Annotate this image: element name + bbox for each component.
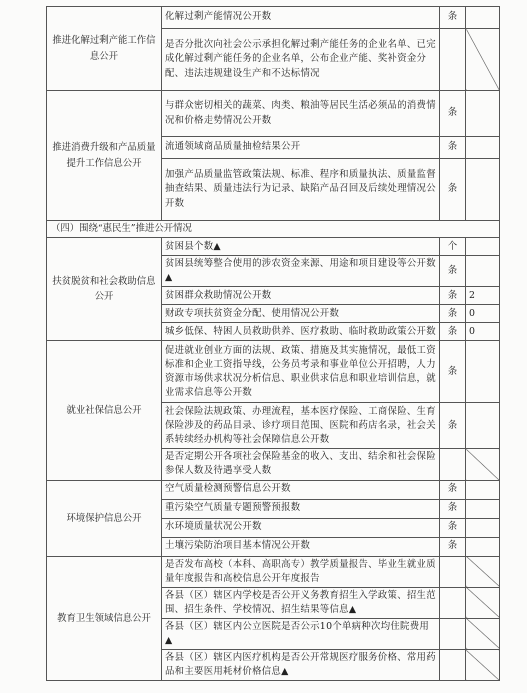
unit-cell [440,29,466,91]
item-cell: 各县（区）辖区内医疗机构是否公开常规医疗服务价格、常用药品和主要医用耗材价格信息▲ [162,650,440,681]
unit-cell: 条 [440,341,466,403]
diagonal-cell [466,449,500,480]
unit-cell [440,587,466,618]
item-cell: 促进就业创业方面的法规、政策、措施及其实施情况，最低工资标准和企业工资指导线，公务员考录和事业单位公开招聘，人力资源市场供求状况分析信息、职业供求信息和职业培训信息，就业需求信息等公开数 [162,341,440,403]
value-cell [466,91,500,137]
value-cell [466,499,500,518]
diagonal-cell [466,29,500,91]
item-cell: 是否分批次向社会公示承担化解过剩产能任务的企业名单、已完成化解过剩产能任务的企业名单，公布企业产能、奖补资金分配、违法违规建设生产和不达标情况 [162,29,440,91]
table-row [47,480,500,499]
section-row [47,221,500,238]
unit-cell: 条 [440,159,466,221]
value-cell [466,7,500,29]
value-cell [466,238,500,256]
item-cell: 社会保险法规政策、办理流程，基本医疗保险、工商保险、生育保险涉及的药品目录、诊疗项目范围、医院和药店名录，社会关系转续经办机构等社会保障信息公开数 [162,403,440,449]
table-row [47,238,500,256]
item-cell: 重污染空气质量专题预警预报数 [162,499,440,518]
value-cell [466,518,500,537]
unit-cell: 条 [440,537,466,556]
unit-cell: 条 [440,305,466,323]
unit-cell [440,618,466,649]
category-cell: 扶贫脱贫和社会救助信息公开 [47,238,162,341]
unit-cell [440,449,466,480]
unit-cell: 条 [440,256,466,287]
item-cell: 贫困县个数▲ [162,238,440,256]
unit-cell: 条 [440,137,466,159]
table-row [47,556,500,587]
unit-cell: 条 [440,91,466,137]
unit-cell [440,650,466,681]
section-title: （四）围绕“惠民生”推进公开情况 [47,221,500,238]
unit-cell [440,556,466,587]
value-cell [466,341,500,403]
value-cell [466,480,500,499]
table-row [47,91,500,137]
unit-cell: 条 [440,7,466,29]
unit-cell: 条 [440,518,466,537]
unit-cell: 条 [440,287,466,305]
value-cell [466,403,500,449]
unit-cell: 条 [440,323,466,341]
value-cell: 0 [466,323,500,341]
category-cell: 推进消费升级和产品质量提升工作信息公开 [47,91,162,221]
item-cell: 是否定期公开各项社会保险基金的收入、支出、结余和社会保险参保人数及待遇享受人数 [162,449,440,480]
category-cell: 教育卫生领域信息公开 [47,556,162,681]
item-cell: 是否发布高校（本科、高职高专）教学质量报告、毕业生就业质量年度报告和高校信息公开年度报告 [162,556,440,587]
category-cell: 推进化解过剩产能工作信息公开 [47,7,162,91]
table-row [47,7,500,29]
diagonal-cell [466,650,500,681]
unit-cell: 个 [440,238,466,256]
value-cell: 0 [466,305,500,323]
item-cell: 贫困县统筹整合使用的涉农资金来源、用途和项目建设等公开数▲ [162,256,440,287]
item-cell: 贫困群众救助情况公开数 [162,287,440,305]
unit-cell: 条 [440,499,466,518]
item-cell: 财政专项扶贫资金分配、使用情况公开数 [162,305,440,323]
item-cell: 空气质量检测预警信息公开数 [162,480,440,499]
item-cell: 流通领域商品质量抽检结果公开 [162,137,440,159]
value-cell: 2 [466,287,500,305]
item-cell: 各县（区）辖区内公立医院是否公示10个单病种次均住院费用▲ [162,618,440,649]
table-row [47,341,500,403]
disclosure-table [46,6,500,681]
value-cell [466,256,500,287]
diagonal-cell [466,556,500,587]
item-cell: 化解过剩产能情况公开数 [162,7,440,29]
value-cell [466,137,500,159]
value-cell [466,537,500,556]
item-cell: 与群众密切相关的蔬菜、肉类、粮油等居民生活必须品的消费情况和价格走势情况公开数 [162,91,440,137]
unit-cell: 条 [440,403,466,449]
category-cell: 环境保护信息公开 [47,480,162,556]
category-cell: 就业社保信息公开 [47,341,162,480]
item-cell: 各县（区）辖区内学校是否公开义务教育招生入学政策、招生范围、招生条件、学校情况、招生结果等信息▲ [162,587,440,618]
diagonal-cell [466,618,500,649]
value-cell [466,159,500,221]
item-cell: 城乡低保、特困人员救助供养、医疗救助、临时救助政策公开数 [162,323,440,341]
unit-cell: 条 [440,480,466,499]
item-cell: 水环境质量状况公开数 [162,518,440,537]
item-cell: 加强产品质量监管政策法规、标准、程序和质量执法、质量监督抽查结果、质量违法行为记录、缺陷产品召回及后续处理情况公开数 [162,159,440,221]
item-cell: 土壤污染防治项目基本情况公开数 [162,537,440,556]
diagonal-cell [466,587,500,618]
